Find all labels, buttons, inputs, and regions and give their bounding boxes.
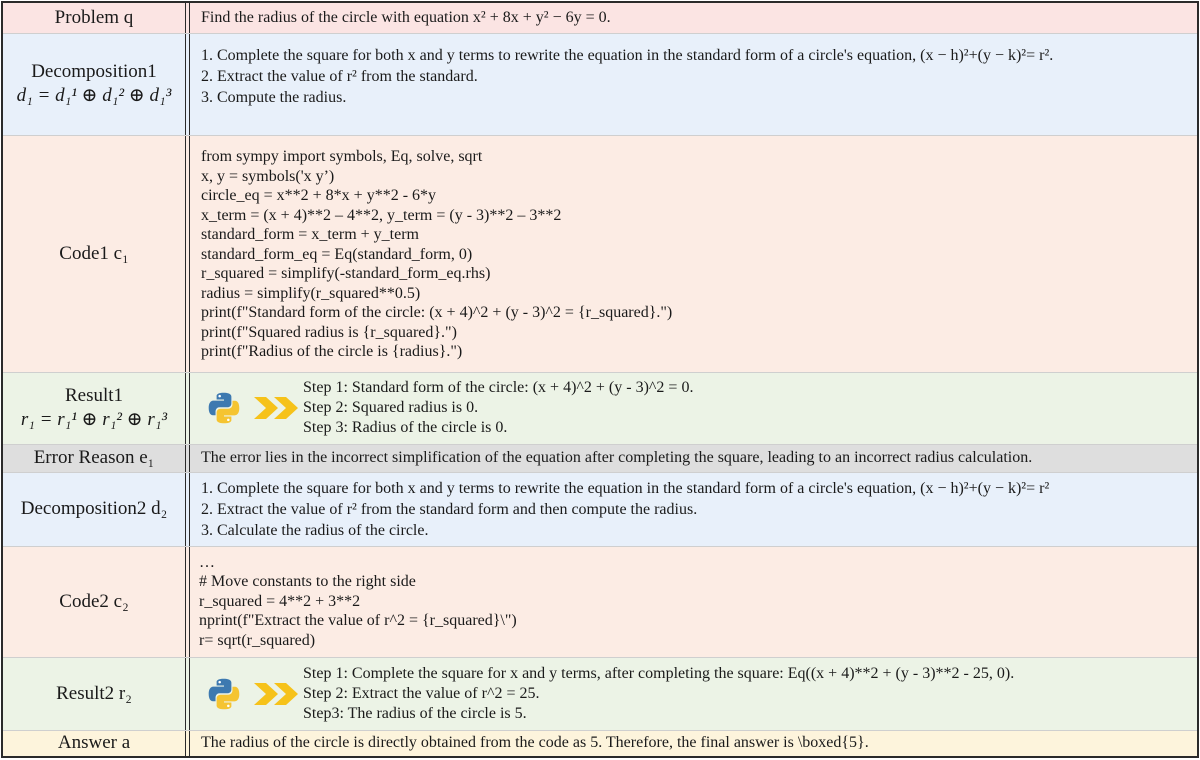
code1-line: x, y = symbols('x y’) xyxy=(201,167,335,185)
decomposition2-line: 1. Complete the square for both x and y terms to rewrite the equation in the standard form of a circle's equation, (x − h)²+(y − k)²= r² xyxy=(201,479,1050,497)
code1-line: radius = simplify(r_squared**0.5) xyxy=(201,284,421,302)
problem-text: Find the radius of the circle with equation x² + 8x + y² − 6y = 0. xyxy=(201,9,611,26)
result1-step: Step 3: Radius of the circle is 0. xyxy=(303,419,508,436)
code1-line: print(f"Radius of the circle is {radius}.") xyxy=(201,343,463,361)
result2-label xyxy=(3,657,186,730)
code2-line: r_squared = 4**2 + 3**2 xyxy=(199,592,361,610)
decomposition2-label xyxy=(3,472,186,546)
answer-label xyxy=(3,730,186,756)
decomposition2-label-text: Decomposition2 d₂ xyxy=(20,498,168,519)
row-divider xyxy=(3,33,1197,34)
code1-line: r_squared = simplify(-standard_form_eq.rhs) xyxy=(201,265,491,283)
code1-line: print(f"Squared radius is {r_squared}.") xyxy=(201,323,457,341)
decomposition1-line: 2. Extract the value of r² from the standard. xyxy=(201,68,478,85)
problem-row xyxy=(3,3,1197,33)
decomposition1-label-formula: d₁ = d₁¹ ⊕ d₁² ⊕ d₁³ xyxy=(16,85,172,106)
decomposition1-line: 1. Complete the square for both x and y terms to rewrite the equation in the standard form of a circle's equation, (x − h)²+(y − k)²= r². xyxy=(201,47,1054,64)
code2-row xyxy=(3,546,1197,657)
result1-step: Step 1: Standard form of the circle: (x + 4)^2 + (y - 3)^2 = 0. xyxy=(303,379,694,396)
answer-text: The radius of the circle is directly obtained from the code as 5. Therefore, the final answer is \boxed{5}. xyxy=(201,734,869,751)
double-chevron-right-icon xyxy=(252,680,302,708)
decomposition2-line: 2. Extract the value of r² from the standard form and then compute the radius. xyxy=(201,500,698,518)
code2-line: … xyxy=(199,553,215,571)
result2-body xyxy=(200,657,1197,730)
double-chevron-right-icon xyxy=(252,394,302,422)
result1-label xyxy=(3,372,186,444)
row-divider xyxy=(3,546,1197,547)
row-divider xyxy=(3,372,1197,373)
code1-label xyxy=(3,135,186,372)
result1-body xyxy=(200,372,1197,444)
python-logo-icon xyxy=(206,676,242,712)
error-correction-table xyxy=(1,1,1199,758)
result1-label-text: Result1 xyxy=(64,385,124,406)
result1-steps xyxy=(303,372,693,444)
python-logo-icon xyxy=(206,390,242,426)
code1-line: standard_form_eq = Eq(standard_form, 0) xyxy=(201,245,473,263)
code1-line: circle_eq = x**2 + 8*x + y**2 - 6*y xyxy=(201,187,437,205)
result2-row xyxy=(3,657,1197,730)
answer-row xyxy=(3,730,1197,756)
error-reason-label xyxy=(3,444,186,472)
problem-content xyxy=(189,3,1197,33)
error-reason-text: The error lies in the incorrect simplification of the equation after completing the square, leading to an incorrect radius calculation. xyxy=(201,449,1033,466)
row-divider xyxy=(3,444,1197,445)
code1-line: x_term = (x + 4)**2 – 4**2, y_term = (y - 3)**2 – 3**2 xyxy=(201,206,562,224)
code2-content xyxy=(189,546,1197,657)
answer-label-text: Answer a xyxy=(57,732,131,753)
decomposition1-line: 3. Compute the radius. xyxy=(201,89,347,106)
decomposition2-line: 3. Calculate the radius of the circle. xyxy=(201,521,429,539)
code2-label xyxy=(3,546,186,657)
decomposition2-row xyxy=(3,472,1197,546)
result1-row xyxy=(3,372,1197,444)
code2-line: r= sqrt(r_squared) xyxy=(199,631,316,649)
row-divider xyxy=(3,657,1197,658)
result2-step: Step 1: Complete the square for x and y terms, after completing the square: Eq((x + 4)**2 + (y - 3)**2 - 25, 0). xyxy=(303,664,1015,682)
row-divider xyxy=(3,135,1197,136)
code2-label-text: Code2 c₂ xyxy=(59,590,129,612)
result2-step: Step3: The radius of the circle is 5. xyxy=(303,704,527,722)
code1-line: print(f"Standard form of the circle: (x + 4)^2 + (y - 3)^2 = {r_squared}.") xyxy=(201,304,673,322)
answer-content xyxy=(189,730,1197,756)
problem-label xyxy=(3,3,186,33)
result2-steps xyxy=(303,657,1014,730)
code1-label-text: Code1 c₁ xyxy=(59,242,129,264)
result1-step: Step 2: Squared radius is 0. xyxy=(303,399,479,416)
result2-label-text: Result2 r₂ xyxy=(56,682,132,704)
code1-row xyxy=(3,135,1197,372)
error-reason-label-text: Error Reason e₁ xyxy=(33,447,155,468)
error-reason-row xyxy=(3,444,1197,472)
result2-step: Step 2: Extract the value of r^2 = 25. xyxy=(303,684,540,702)
code2-line: nprint(f"Extract the value of r^2 = {r_squared}\") xyxy=(199,612,517,630)
code1-line: standard_form = x_term + y_term xyxy=(201,226,419,244)
code1-content xyxy=(189,135,1197,372)
code2-line: # Move constants to the right side xyxy=(199,573,416,591)
row-divider xyxy=(3,472,1197,473)
decomposition2-content xyxy=(189,472,1197,546)
code1-line: from sympy import symbols, Eq, solve, sqrt xyxy=(201,148,483,166)
row-divider xyxy=(3,730,1197,731)
decomposition1-content xyxy=(189,33,1197,135)
result1-label-formula: r₁ = r₁¹ ⊕ r₁² ⊕ r₁³ xyxy=(20,409,168,430)
decomposition1-row xyxy=(3,33,1197,135)
error-reason-content xyxy=(189,444,1197,472)
problem-label-text: Problem q xyxy=(54,7,134,28)
decomposition1-label-text: Decomposition1 xyxy=(31,61,157,82)
decomposition1-label xyxy=(3,33,186,135)
